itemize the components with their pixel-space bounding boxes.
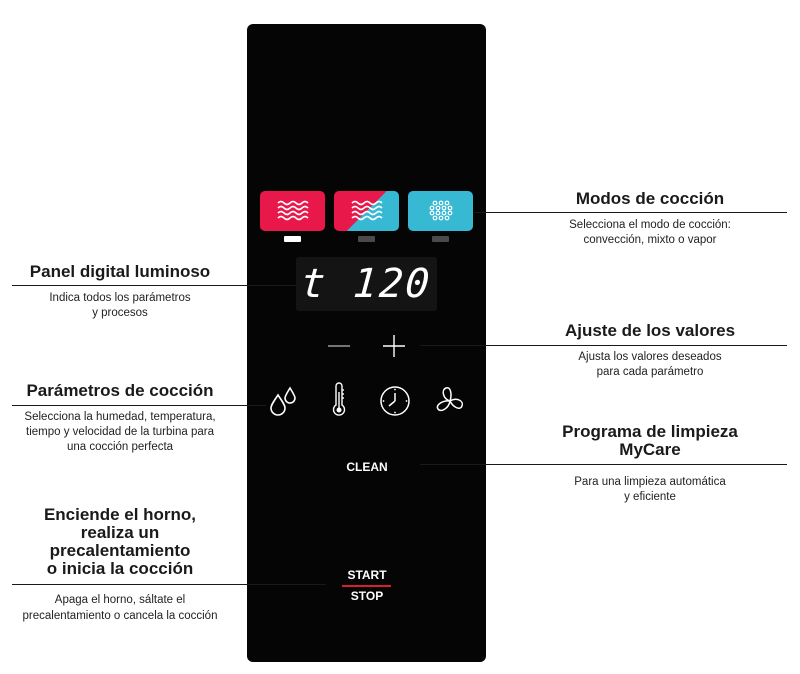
modos-leader-line	[474, 212, 787, 213]
enciende-desc-line2: precalentamiento o cancela la cocción	[22, 610, 218, 622]
modos-desc-line2: convección, mixto o vapor	[583, 234, 717, 246]
limpieza-title-line2: MyCare	[619, 440, 681, 459]
ajuste-desc-line1: Ajusta los valores deseados	[578, 351, 722, 363]
panel-digital-leader-line	[12, 285, 298, 286]
panel-digital-title: Panel digital luminoso	[29, 262, 211, 281]
parametros-desc-line3: una cocción perfecta	[66, 441, 174, 453]
digital-display	[296, 257, 437, 311]
parametros-leader-line	[12, 405, 266, 406]
convection-mode-button[interactable]	[260, 191, 325, 231]
ajuste-leader-line	[420, 345, 787, 346]
limpieza-leader-line	[420, 464, 787, 465]
steam-indicator	[432, 236, 449, 242]
minus-button[interactable]	[324, 334, 354, 358]
start-button[interactable]: START	[347, 568, 387, 582]
ajuste-desc-line2: para cada parámetro	[596, 366, 704, 378]
steam-mode-button[interactable]	[408, 191, 473, 231]
fan-speed-button[interactable]	[432, 384, 468, 418]
oven-control-panel	[247, 24, 486, 662]
enciende-leader-line	[12, 584, 326, 585]
plus-button[interactable]	[379, 334, 409, 358]
stop-button[interactable]: STOP	[350, 589, 384, 603]
plus-icon	[381, 334, 407, 358]
parametros-title: Parámetros de cocción	[26, 381, 214, 400]
clean-button[interactable]: CLEAN	[346, 460, 388, 474]
enciende-title-line2: realiza un	[80, 523, 160, 542]
limpieza-desc-line2: y eficiente	[624, 491, 676, 503]
modos-desc-line1: Selecciona el modo de cocción:	[569, 219, 731, 231]
parametros-desc-line1: Selecciona la humedad, temperatura,	[24, 411, 216, 423]
mixed-icon	[348, 198, 386, 224]
time-button[interactable]	[377, 383, 413, 419]
enciende-title-line4: o inicia la cocción	[46, 559, 194, 578]
panel-digital-desc-line1: Indica todos los parámetros	[49, 292, 191, 304]
parametros-desc-line2: tiempo y velocidad de la turbina para	[26, 426, 214, 438]
limpieza-title-line1: Programa de limpieza	[562, 422, 738, 441]
thermometer-icon	[329, 382, 349, 418]
display-readout: t 120	[299, 261, 434, 307]
minus-icon	[326, 334, 352, 358]
fan-icon	[433, 385, 467, 417]
ajuste-title: Ajuste de los valores	[564, 321, 736, 340]
panel-digital-desc-line2: y procesos	[92, 307, 148, 319]
mixed-mode-button[interactable]	[334, 191, 399, 231]
mixed-indicator	[358, 236, 375, 242]
enciende-title-line1: Enciende el horno,	[43, 505, 197, 524]
convection-icon	[274, 198, 312, 224]
limpieza-desc-line1: Para una limpieza automática	[574, 476, 726, 488]
clock-icon	[378, 384, 412, 418]
modos-title: Modos de cocción	[575, 189, 725, 208]
steam-icon	[422, 198, 460, 224]
humidity-icon	[267, 385, 299, 417]
enciende-title-line3: precalentamiento	[49, 541, 191, 560]
temperature-button[interactable]	[322, 382, 356, 418]
enciende-desc-line1: Apaga el horno, sáltate el	[54, 594, 186, 606]
start-stop-divider	[342, 585, 391, 587]
convection-indicator	[284, 236, 301, 242]
humidity-button[interactable]	[266, 384, 300, 418]
